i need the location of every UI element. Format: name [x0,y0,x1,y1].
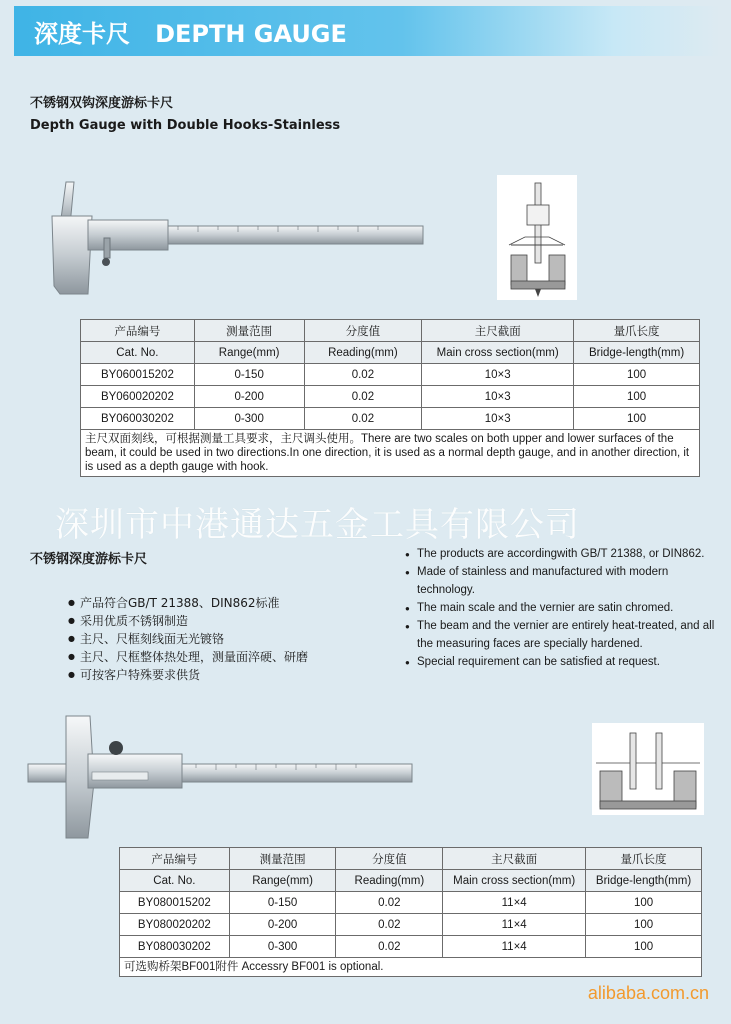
cell-range: 0-300 [194,408,304,430]
cell-reading: 0.02 [304,386,422,408]
cell-range: 0-200 [229,914,336,936]
list-item: ● 可按客户特殊要求供货 [68,666,308,684]
cell-section: 11×4 [443,892,586,914]
col-header-range-en: Range(mm) [229,870,336,892]
features-list-cn [68,594,308,684]
cell-range: 0-150 [229,892,336,914]
spec-table-2 [119,847,702,977]
list-item: ● The products are accordingwith GB/T 21388, or DIN862. [405,545,715,563]
col-header-range-en: Range(mm) [194,342,304,364]
col-header-reading-en: Reading(mm) [336,870,443,892]
col-header-cat-no-en: Cat. No. [81,342,195,364]
cell-bridge: 100 [574,408,700,430]
company-watermark: 深圳市中港通达五金工具有限公司 [55,505,580,545]
table-note: 可选购桥架BF001附件 Accessry BF001 is optional. [120,958,702,977]
col-header-cat-no-cn: 产品编号 [81,320,195,342]
section2-title-cn: 不锈钢深度游标卡尺 [30,552,148,567]
list-item: ● 主尺、尺框刻线面无光镀铬 [68,630,308,648]
cell-section: 10×3 [422,408,574,430]
cell-cat-no: BY080015202 [120,892,230,914]
cell-section: 10×3 [422,364,574,386]
spec-table-1 [80,319,700,477]
cell-section: 11×4 [443,936,586,958]
cell-reading: 0.02 [304,364,422,386]
table-row [81,408,700,430]
section1-title-en: Depth Gauge with Double Hooks-Stainless [30,118,341,133]
footer-url: alibaba.com.cn [587,983,709,1003]
cell-cat-no: BY060015202 [81,364,195,386]
col-header-cat-no-en: Cat. No. [120,870,230,892]
table-row [81,386,700,408]
cell-range: 0-200 [194,386,304,408]
col-header-section-cn: 主尺截面 [422,320,574,342]
usage-diagram-1 [497,175,577,300]
table-row [81,364,700,386]
col-header-section-cn: 主尺截面 [443,848,586,870]
cell-section: 11×4 [443,914,586,936]
cell-range: 0-150 [194,364,304,386]
cell-section: 10×3 [422,386,574,408]
col-header-cat-no-cn: 产品编号 [120,848,230,870]
cell-reading: 0.02 [336,892,443,914]
cell-cat-no: BY080030202 [120,936,230,958]
list-item: ● 采用优质不锈钢制造 [68,612,308,630]
cell-reading: 0.02 [304,408,422,430]
cell-cat-no: BY060030202 [81,408,195,430]
list-item: ● The beam and the vernier are entirely heat-treated, and all the measuring faces are specially hardened. [405,617,715,653]
list-item: ● Special requirement can be satisfied at request. [405,653,715,671]
col-header-range-cn: 测量范围 [194,320,304,342]
cell-bridge: 100 [586,892,702,914]
features-list-en [405,545,715,671]
usage-diagram-2 [592,723,704,815]
cell-bridge: 100 [574,364,700,386]
col-header-bridge-en: Bridge-length(mm) [574,342,700,364]
cell-bridge: 100 [586,914,702,936]
table-row [120,892,702,914]
list-item: ● Made of stainless and manufactured with modern technology. [405,563,715,599]
list-item: ● 主尺、尺框整体热处理，测量面淬硬、研磨 [68,648,308,666]
cell-cat-no: BY060020202 [81,386,195,408]
col-header-bridge-cn: 量爪长度 [586,848,702,870]
table-note: 主尺双面刻线，可根据测量工具要求，主尺调头使用。There are two scales on both upper and lower surfaces of the beam, it could be used in two directions.In one direction, it is used as a normal depth gauge, and in another direction, it is used as a depth gauge with hook. [81,430,700,477]
cell-bridge: 100 [586,936,702,958]
list-item: ● The main scale and the vernier are satin chromed. [405,599,715,617]
cell-cat-no: BY080020202 [120,914,230,936]
col-header-bridge-en: Bridge-length(mm) [586,870,702,892]
page-title: 深度卡尺 DEPTH GAUGE [34,20,347,48]
col-header-reading-cn: 分度值 [304,320,422,342]
cell-reading: 0.02 [336,914,443,936]
col-header-bridge-cn: 量爪长度 [574,320,700,342]
col-header-section-en: Main cross section(mm) [422,342,574,364]
col-header-range-cn: 测量范围 [229,848,336,870]
cell-bridge: 100 [574,386,700,408]
col-header-reading-cn: 分度值 [336,848,443,870]
cell-reading: 0.02 [336,936,443,958]
depth-gauge-image [26,712,418,842]
table-row [120,936,702,958]
depth-gauge-double-hook-image [38,176,428,302]
table-row [120,914,702,936]
col-header-reading-en: Reading(mm) [304,342,422,364]
col-header-section-en: Main cross section(mm) [443,870,586,892]
section1-title-cn: 不锈钢双钩深度游标卡尺 [30,96,174,111]
cell-range: 0-300 [229,936,336,958]
list-item: ● 产品符合GB/T 21388、DIN862标准 [68,594,308,612]
